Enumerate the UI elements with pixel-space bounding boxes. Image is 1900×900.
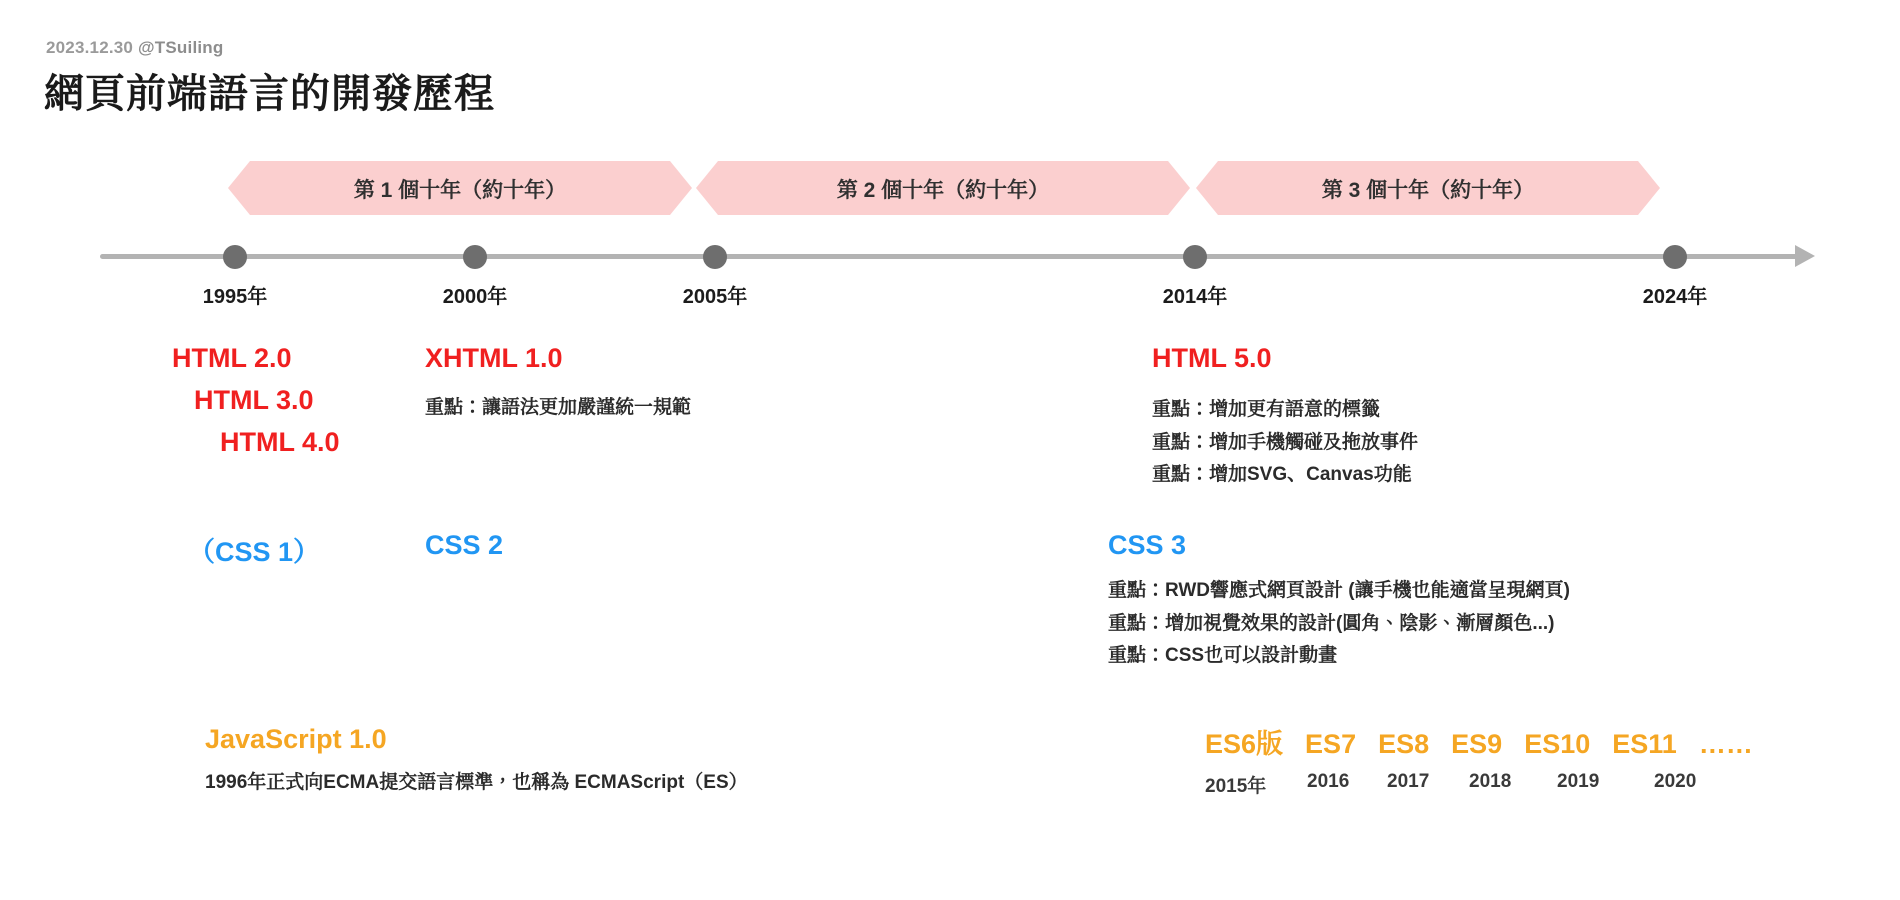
html-early-group <box>172 338 340 464</box>
publish-date: 2023.12.30 <box>46 38 134 57</box>
decade-band-3 <box>1218 161 1638 215</box>
css2-title: CSS 2 <box>425 530 504 560</box>
page-title: 網頁前端語言的開發歷程 <box>44 72 495 116</box>
decade-band-label: 第 1 個十年（約十年） <box>353 179 567 202</box>
ecmascript-version: ES8 <box>1378 729 1430 759</box>
ecmascript-year: 2015年 <box>1205 776 1267 797</box>
arrow-left-head-icon <box>696 161 718 215</box>
ecmascript-version: ES6版 <box>1205 729 1284 759</box>
decade-band-label: 第 2 個十年（約十年） <box>836 179 1050 202</box>
html5-note: 重點：增加更有語意的標籤 <box>1152 398 1381 420</box>
css3-group <box>1108 530 1570 673</box>
ecmascript-year: 2016 <box>1307 771 1350 792</box>
ecmascript-version: ES11 <box>1612 729 1677 759</box>
css1-title: （CSS 1） <box>188 537 321 567</box>
timeline-dot-2024 <box>1663 245 1687 269</box>
timeline-axis <box>100 254 1800 259</box>
css1-group <box>188 530 320 569</box>
css2-group <box>425 530 503 561</box>
xhtml-title: XHTML 1.0 <box>425 343 563 373</box>
arrow-right-head-icon <box>670 161 692 215</box>
timeline-label-2024: 2024年 <box>1642 286 1708 308</box>
decade-band-label: 第 3 個十年（約十年） <box>1321 179 1535 202</box>
arrow-left-head-icon <box>228 161 250 215</box>
xhtml-group <box>425 338 691 425</box>
html5-title: HTML 5.0 <box>1152 343 1272 373</box>
decade-band-2 <box>718 161 1168 215</box>
html5-note: 重點：增加SVG、Canvas功能 <box>1152 464 1412 486</box>
author-handle: @TSuiling <box>138 38 224 57</box>
ecmascript-version: ES7 <box>1305 729 1357 759</box>
timeline-dot-2000 <box>463 245 487 269</box>
html-version-item: HTML 3.0 <box>194 384 314 415</box>
ecmascript-group <box>1205 722 1753 798</box>
decade-band-1 <box>250 161 670 215</box>
ecmascript-version-more: …… <box>1698 729 1753 759</box>
ecmascript-version: ES10 <box>1524 729 1591 759</box>
javascript-note: 1996年正式向ECMA提交語言標準，也稱為 ECMAScript（ES） <box>205 772 748 793</box>
timeline-arrow-head-icon <box>1795 245 1815 267</box>
ecmascript-version-row <box>1205 722 1753 761</box>
timeline-label-1995: 1995年 <box>202 286 268 308</box>
arrow-left-head-icon <box>1196 161 1218 215</box>
arrow-right-head-icon <box>1638 161 1660 215</box>
meta-line <box>46 38 223 58</box>
javascript-title: JavaScript 1.0 <box>205 724 387 754</box>
timeline-label-2014: 2014年 <box>1162 286 1228 308</box>
html5-group <box>1152 338 1418 492</box>
html-version-item: HTML 2.0 <box>172 343 292 373</box>
html5-note: 重點：增加手機觸碰及拖放事件 <box>1152 431 1419 453</box>
timeline-label-2000: 2000年 <box>442 286 508 308</box>
css3-title: CSS 3 <box>1108 530 1187 560</box>
css3-note: 重點：CSS也可以設計動畫 <box>1108 645 1338 667</box>
arrow-right-head-icon <box>1168 161 1190 215</box>
ecmascript-year: 2018 <box>1469 771 1512 792</box>
timeline-dot-2014 <box>1183 245 1207 269</box>
html-version-item: HTML 4.0 <box>220 426 340 457</box>
timeline-dot-2005 <box>703 245 727 269</box>
ecmascript-year: 2017 <box>1387 771 1430 792</box>
css3-note: 重點：增加視覺效果的設計(圓角、陰影、漸層顏色...) <box>1108 612 1555 634</box>
ecmascript-year: 2020 <box>1654 771 1697 792</box>
timeline-dot-1995 <box>223 245 247 269</box>
css3-note: 重點：RWD響應式網頁設計 (讓手機也能適當呈現網頁) <box>1108 580 1570 601</box>
xhtml-note: 重點：讓語法更加嚴謹統一規範 <box>425 396 692 418</box>
javascript-group <box>205 724 748 800</box>
timeline-label-2005: 2005年 <box>682 286 748 308</box>
ecmascript-year: 2019 <box>1557 771 1600 792</box>
ecmascript-version: ES9 <box>1451 729 1503 759</box>
ecmascript-year-row <box>1205 771 1753 798</box>
